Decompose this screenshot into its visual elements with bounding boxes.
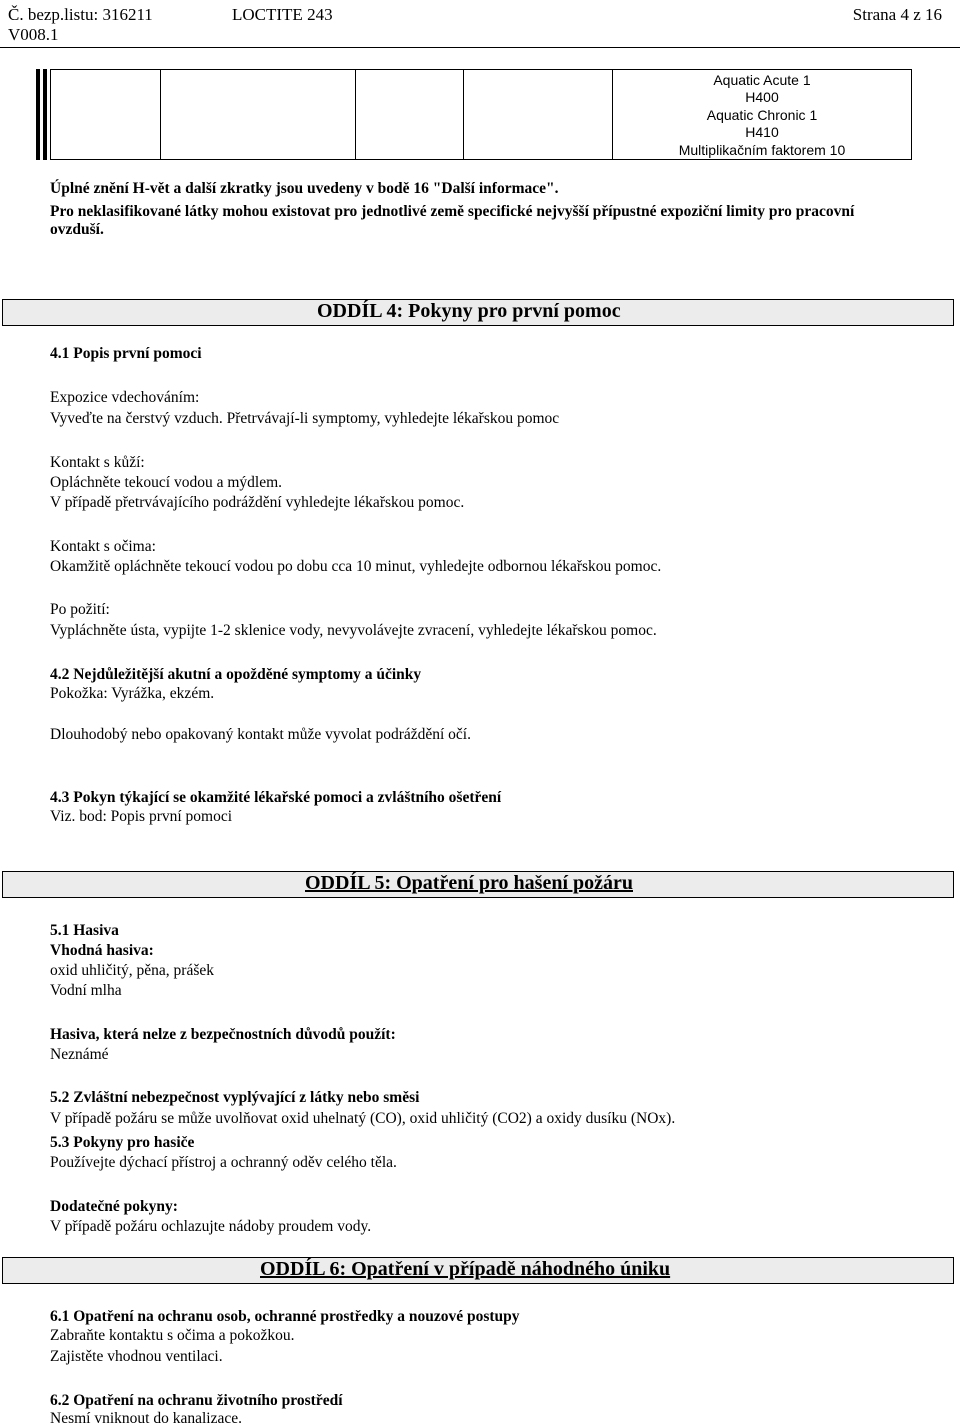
firefighter-advice: Používejte dýchací přístroj a ochranný oděv celého těla. — [50, 1154, 397, 1171]
note-h-phrases: Úplné znění H-vět a další zkratky jsou uvedeny v bodě 16 "Další informace". — [50, 180, 559, 197]
personal-precautions: Zabraňte kontaktu s očima a pokožkou. — [50, 1327, 295, 1344]
symptoms-text: Pokožka: Vyrážka, ekzém. — [50, 685, 215, 702]
heading-4-1: 4.1 Popis první pomoci — [50, 345, 202, 362]
treatment-text: Viz. bod: Popis první pomoci — [50, 808, 233, 825]
section-4-title: ODDÍL 4: Pokyny pro první pomoc — [317, 300, 621, 322]
classification-line: H400 — [745, 89, 779, 105]
classification-line: Aquatic Acute 1 — [713, 71, 811, 88]
skin-text: Opláchněte tekoucí vodou a mýdlem. — [50, 474, 283, 491]
change-bar — [36, 69, 40, 160]
heading-5-3: 5.3 Pokyny pro hasiče — [50, 1134, 195, 1151]
table-cell — [356, 70, 464, 160]
skin-text: V případě přetrvávajícího podráždění vyhledejte lékařskou pomoc. — [50, 494, 465, 511]
classification-cell — [613, 70, 912, 160]
skin-label: Kontakt s kůží: — [50, 454, 145, 471]
eye-text: Okamžitě opláchněte tekoucí vodou po dobu cca 10 minut, vyhledejte odbornou lékařskou pomoc. — [50, 558, 662, 575]
inhalation-text: Vyveďte na čerstvý vzduch. Přetrvávají-li symptomy, vyhledejte lékařskou pomoc — [50, 410, 560, 427]
inhalation-label: Expozice vdechováním: — [50, 389, 200, 406]
product-name: LOCTITE 243 — [232, 5, 333, 24]
table-cell — [51, 70, 161, 160]
unsuitable-media-label: Hasiva, která nelze z bezpečnostních důvodů použít: — [50, 1026, 396, 1043]
table-cell — [464, 70, 613, 160]
ingestion-label: Po požití: — [50, 601, 110, 618]
unsuitable-media: Neznámé — [50, 1046, 109, 1063]
hazards-text: V případě požáru se může uvolňovat oxid uhelnatý (CO), oxid uhličitý (CO2) a oxidy dusíku (NOx). — [50, 1110, 676, 1127]
classification-line: H410 — [745, 124, 779, 140]
change-bar — [43, 69, 47, 160]
heading-5-2: 5.2 Zvláštní nebezpečnost vyplývající z látky nebo směsi — [50, 1089, 420, 1106]
suitable-media: oxid uhličitý, pěna, prášek — [50, 962, 214, 979]
suitable-media: Vodní mlha — [50, 982, 122, 999]
heading-4-3: 4.3 Pokyn týkající se okamžité lékařské pomoci a zvláštního ošetření — [50, 789, 502, 806]
classification-line: Aquatic Chronic 1 — [706, 106, 818, 123]
heading-5-1: 5.1 Hasiva — [50, 922, 119, 939]
sheet-number: Č. bezp.listu: 316211 — [8, 5, 153, 24]
eye-label: Kontakt s očima: — [50, 538, 156, 555]
classification-line: Multiplikačním faktorem 10 — [678, 141, 846, 158]
ingestion-text: Vypláchněte ústa, vypijte 1-2 sklenice vody, nevyvolávejte zvracení, vyhledejte lékařskou pomoc. — [50, 622, 657, 639]
extra-advice-label: Dodatečné pokyny: — [50, 1198, 178, 1215]
table-cell — [161, 70, 356, 160]
version: V008.1 — [8, 25, 59, 44]
suitable-media-label: Vhodná hasiva: — [50, 942, 154, 959]
heading-6-2: 6.2 Opatření na ochranu životního prostředí — [50, 1392, 343, 1409]
heading-6-1: 6.1 Opatření na ochranu osob, ochranné prostředky a nouzové postupy — [50, 1308, 520, 1325]
header-rule — [0, 47, 960, 48]
note-exposure-limits: Pro neklasifikované látky mohou existovat pro jednotlivé země specifické nejvyšší přípustné expoziční limity pro pracovní — [50, 203, 855, 220]
symptoms-text: Dlouhodobý nebo opakovaný kontakt může vyvolat podráždění očí. — [50, 726, 471, 743]
classification-table — [50, 69, 912, 160]
extra-advice: V případě požáru ochlazujte nádoby proudem vody. — [50, 1218, 372, 1235]
environmental-precautions: Nesmí vniknout do kanalizace. — [50, 1410, 242, 1427]
note-exposure-limits-cont: ovzduší. — [50, 221, 104, 238]
personal-precautions: Zajistěte vhodnou ventilaci. — [50, 1348, 223, 1365]
page-number: Strana 4 z 16 — [852, 5, 942, 24]
section-5-title: ODDÍL 5: Opatření pro hašení požáru — [305, 872, 633, 894]
section-6-title: ODDÍL 6: Opatření v případě náhodného úniku — [260, 1258, 671, 1280]
heading-4-2: 4.2 Nejdůležitější akutní a opožděné symptomy a účinky — [50, 666, 422, 683]
